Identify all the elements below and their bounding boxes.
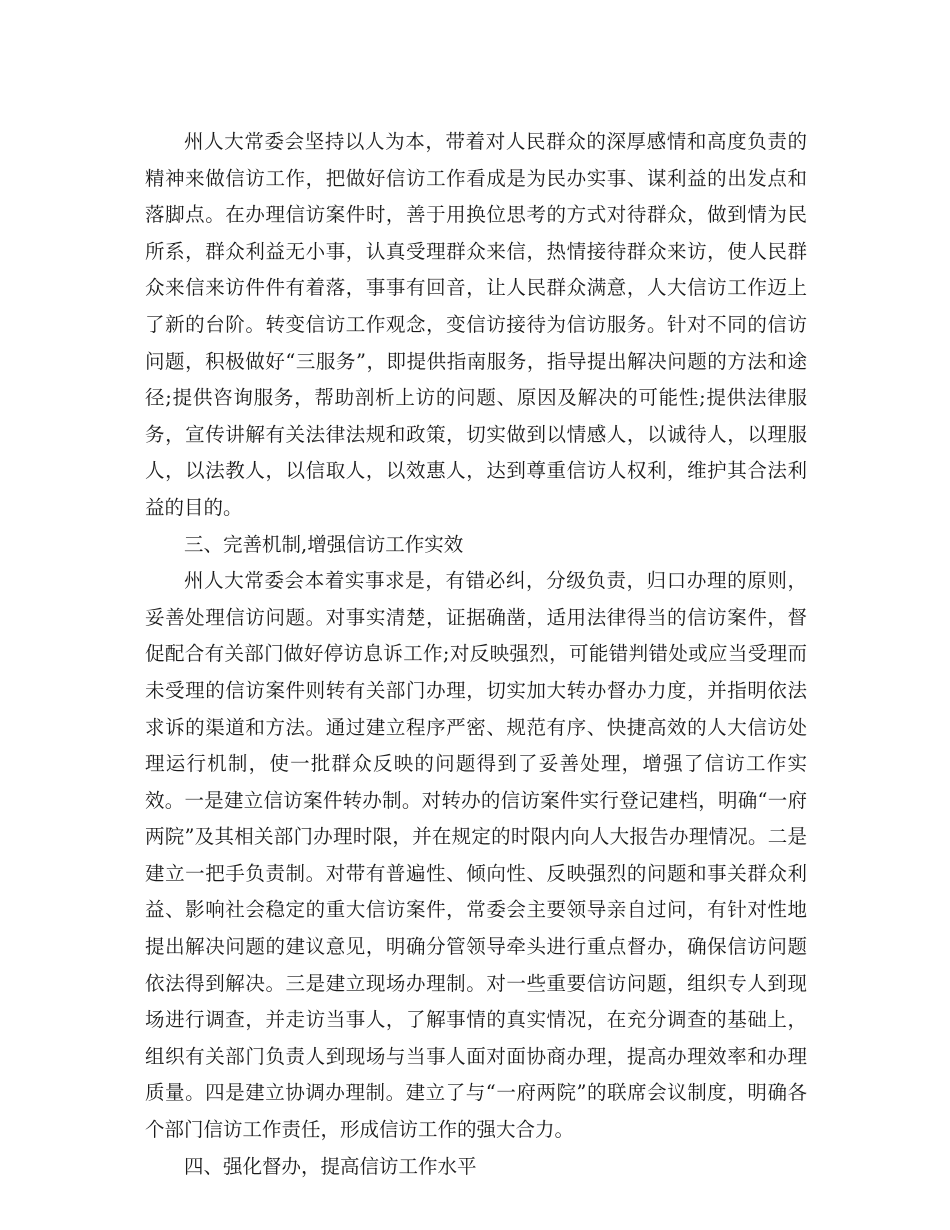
paragraph-mechanism: 州人大常委会本着实事求是，有错必纠，分级负责，归口办理的原则，妥善处理信访问题。对事实清楚，证据确凿，适用法律得当的信访案件，督促配合有关部门做好停访息诉工作;对反映强烈，可能错判错处或应当受理而未受理的信访案件则转有关部门办理，切实加大转办督办力度，并指明依法求诉的渠道和方法。通过建立程序严密、规范有序、快捷高效的人大信访处理运行机制，使一批群众反映的问题得到了妥善处理，增强了信访工作实效。一是建立信访案件转办制。对转办的信访案件实行登记建档，明确“一府两院”及其相关部门办理时限，并在规定的时限内向人大报告办理情况。二是建立一把手负责制。对带有普遍性、倾向性、反映强烈的问题和事关群众利益、影响社会稳定的重大信访案件，常委会主要领导亲自过问，有针对性地提出解决问题的建议意见，明确分管领导牵头进行重点督办，确保信访问题依法得到解决。三是建立现场办理制。对一些重要信访问题，组织专人到现场进行调查，并走访当事人，了解事情的真实情况，在充分调查的基础上，组织有关部门负责人到现场与当事人面对面协商办理，提高办理效率和办理质量。四是建立协调办理制。建立了与“一府两院”的联席会议制度，明确各个部门信访工作责任，形成信访工作的强大合力。 <box>145 569 807 1142</box>
section-heading-three: 三、完善机制,增强信访工作实效 <box>184 532 464 556</box>
paragraph-people-oriented: 州人大常委会坚持以人为本，带着对人民群众的深厚感情和高度负责的精神来做信访工作，把做好信访工作看成是为民办实事、谋利益的出发点和落脚点。在办理信访案件时，善于用换位思考的方式对待群众，做到情为民所系，群众利益无小事，认真受理群众来信，热情接待群众来访，使人民群众来信来访件件有着落，事事有回音，让人民群众满意，人大信访工作迈上了新的台阶。转变信访工作观念，变信访接待为信访服务。针对不同的信访问题，积极做好“三服务”，即提供指南服务，指导提出解决问题的方法和途径;提供咨询服务，帮助剖析上访的问题、原因及解决的可能性;提供法律服务，宣传讲解有关法律法规和政策，切实做到以情感人，以诚待人，以理服人，以法教人，以信取人，以效惠人，达到尊重信访人权利，维护其合法利益的目的。 <box>145 130 807 519</box>
document-body <box>145 124 807 1185</box>
section-heading-four: 四、强化督办，提高信访工作水平 <box>184 1154 477 1178</box>
